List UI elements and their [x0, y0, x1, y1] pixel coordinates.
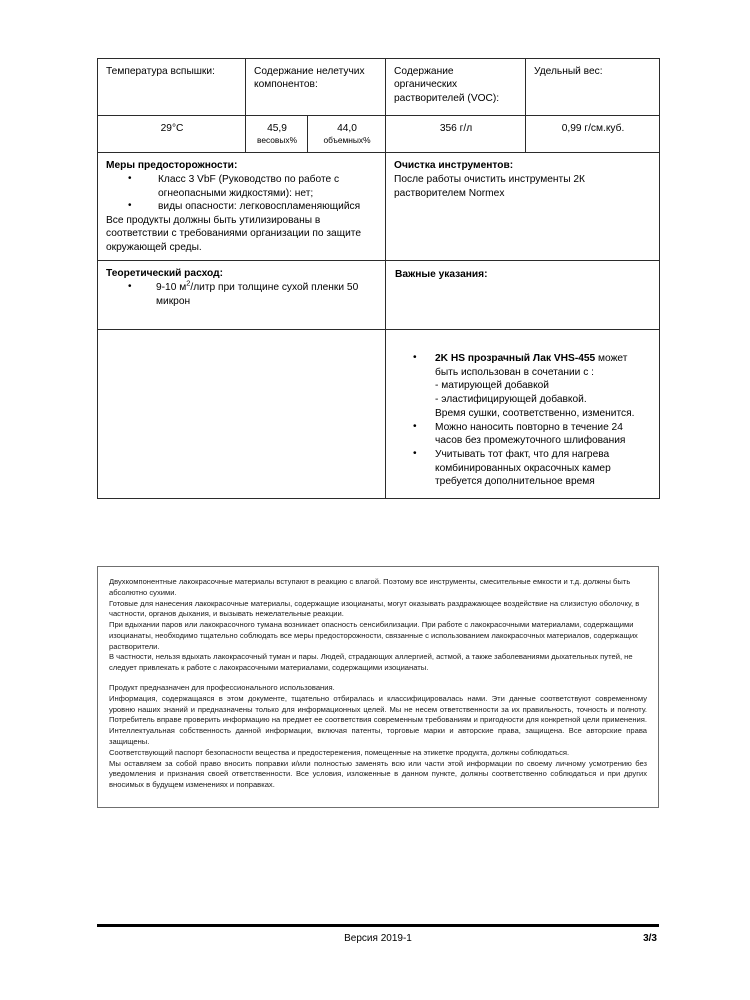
notes-body-row: [98, 330, 660, 499]
voc-header: Содержание органических растворителей (VOC):: [386, 59, 526, 116]
legal-paragraph: Двухкомпонентные лакокрасочные материалы вступают в реакцию с влагой. Поэтому все инструменты, смесительные емкости и т.д. должны быть абсолютно сухими.: [109, 577, 631, 597]
nonvolatile-weight-cell: [246, 116, 308, 153]
legal-paragraph: При вдыхании паров или лакокрасочного тумана возникает опасность сенсибилизации. При работе с лакокрасочными материалами, содержащими изоцианаты, необходимо тщательно соблюдать все меры предосторожности, связанные с использованием лакокрасочных материалов, содержащих растворители.: [109, 620, 638, 651]
legal-paragraph: Мы оставляем за собой право вносить поправки и/или полностью заменять всю или части этой информации по своему личному усмотрению без уведомления и признания своей ответственности. Все условия, изложенные в данном пункте, должны соответственно соблюдаться и при других вносимых в будущем изменениях и поправках.: [109, 758, 647, 790]
spec-header-row: [98, 59, 660, 116]
tool-cleaning-title: Очистка инструментов:: [394, 160, 514, 172]
precautions-cell: [98, 153, 386, 261]
list-item: • виды опасности: легковоспламеняющийся: [128, 200, 378, 213]
density-value: 0,99 г/см.куб.: [526, 116, 660, 153]
consumption-cell: [98, 261, 386, 330]
important-notes-list: [395, 352, 650, 489]
voc-value: 356 г/л: [386, 116, 526, 153]
important-notes-body-cell: [386, 330, 660, 499]
nonvolatile-header: Содержание нелетучих компонентов:: [246, 59, 386, 116]
note-product-name: 2K HS прозрачный Лак VHS-455: [435, 353, 596, 365]
consumption-exponent: 2: [186, 279, 191, 288]
legal-paragraph: В частности, нельзя вдыхать лакокрасочный туман и пары. Людей, страдающих аллергией, астмой, а также заболеваниями дыхательных путей, не следует привлекать к работе с лакокрасочными материалами, содержащими изоцианаты.: [109, 652, 633, 673]
legal-disclaimer-box: [97, 566, 659, 808]
note-subline: - эластифицирующей добавкой.: [435, 394, 587, 406]
important-notes-title: Важные указания:: [395, 269, 488, 281]
density-header: Удельный вес:: [526, 59, 660, 116]
note-subline: Время сушки, соответственно, изменится.: [435, 407, 635, 419]
consumption-list: [106, 281, 378, 308]
footer-divider: [97, 924, 659, 927]
note-text: может быть использован в сочетании с :: [435, 353, 628, 378]
nonvolatile-weight-value: 45,9: [267, 123, 287, 134]
nonvolatile-weight-unit: весовых%: [256, 135, 298, 146]
tool-cleaning-cell: [386, 153, 660, 261]
technical-spec-table: [97, 58, 660, 499]
precautions-title: Меры предосторожности:: [106, 160, 238, 172]
legal-paragraph: Информация, содержащаяся в этом документе, тщательно отбиралась и классифицировалась нами. Эти данные соответствуют современному уровню наших знаний и предназначены только для информационных целей. Мы не несем ответственности за их правильность, точность и полноту. Потребитель вправе проверить информацию на предмет ее соответствия современным требованиям и пригодности для конкретной цели применения. Интеллектуальная собственность данной информации, включая патенты, торговые марки и авторские права, защищена. Все авторские права защищены.: [109, 693, 647, 746]
list-item: • Учитывать тот факт, что для нагрева комбинированных окрасочных камер требуется дополнительное время: [413, 448, 650, 489]
consumption-value-suffix: /литр при толщине сухой пленки 50 микрон: [156, 282, 359, 307]
flash-point-value: 29°C: [98, 116, 246, 153]
consumption-title: Теоретический расход:: [106, 268, 223, 280]
precautions-row: [98, 153, 660, 261]
legal-paragraph: Соответствующий паспорт безопасности вещества и предостережения, помещенные на этикетке продукта, должны соблюдаться.: [109, 747, 570, 757]
precautions-note: Все продукты должны быть утилизированы в соответствии с требованиями организации по защите окружающей среды.: [106, 214, 361, 253]
precautions-list: [106, 173, 378, 213]
legal-paragraph: Готовые для нанесения лакокрасочные материалы, содержащие изоцианаты, могут оказывать раздражающее воздействие на слизистую оболочку, в частности, органов дыхания, и вызывать нежелательные реакции.: [109, 598, 640, 619]
list-item: • Класс 3 VbF (Руководство по работе с огнеопасными жидкостями): нет;: [128, 173, 378, 200]
footer: [97, 933, 659, 951]
legal-paragraph: Продукт предназначен для профессионального использования.: [109, 683, 335, 693]
list-item: [128, 281, 378, 308]
list-item: [413, 352, 650, 420]
page-number: 3/3: [643, 933, 657, 944]
consumption-row: [98, 261, 660, 330]
tool-cleaning-text: После работы очистить инструменты 2К растворителем Normex: [394, 174, 585, 199]
note-subline: - матирующей добавкой: [435, 380, 549, 392]
flash-point-header: Температура вспышки:: [98, 59, 246, 116]
important-notes-header-cell: [386, 261, 660, 330]
legal-spacer: [109, 674, 647, 683]
spec-value-row: [98, 116, 660, 153]
nonvolatile-volume-cell: [308, 116, 386, 153]
nonvolatile-volume-value: 44,0: [337, 123, 357, 134]
document-version: Версия 2019-1: [344, 933, 412, 944]
consumption-value-prefix: 9-10 м: [156, 282, 187, 294]
nonvolatile-volume-unit: объемных%: [323, 135, 371, 146]
empty-filler-cell: [98, 330, 386, 499]
list-item: • Можно наносить повторно в течение 24 часов без промежуточного шлифования: [413, 421, 650, 448]
